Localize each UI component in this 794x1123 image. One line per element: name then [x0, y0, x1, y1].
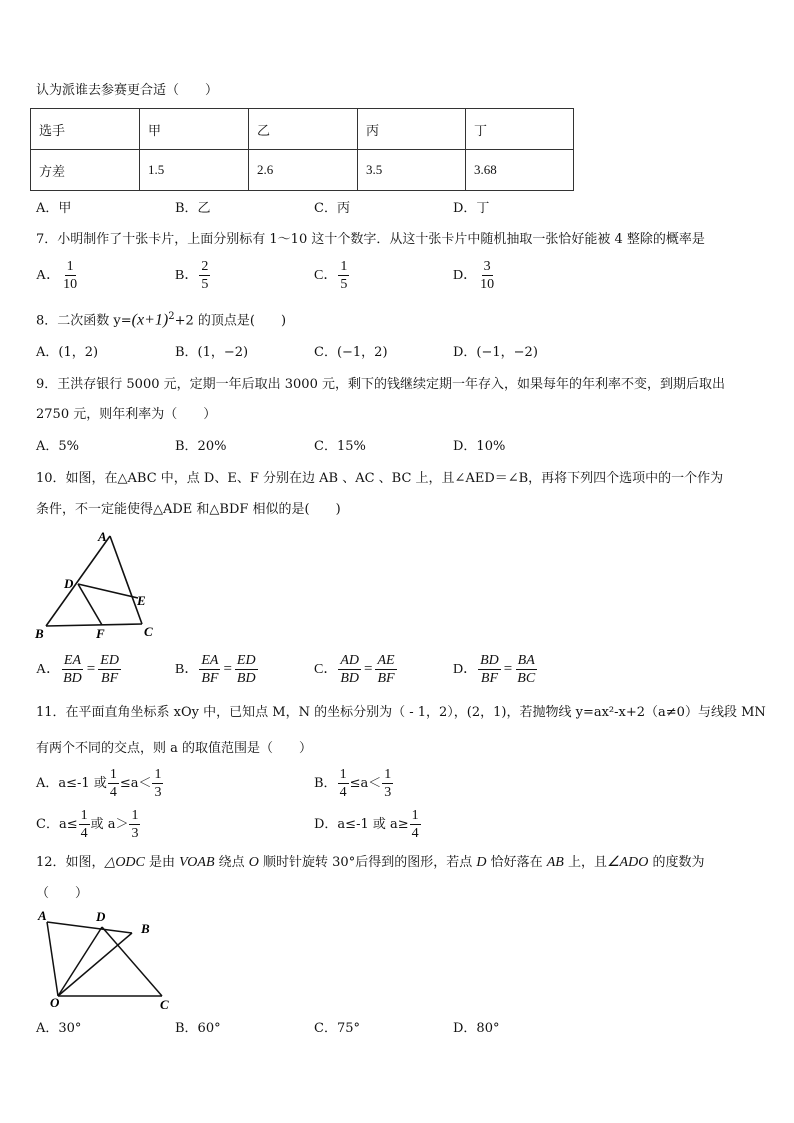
q6-option-c: C．丙 [314, 201, 350, 216]
denominator: BF [377, 671, 395, 686]
q8-option-a: A．(1，2) [36, 345, 99, 360]
q7-option-a [36, 258, 80, 293]
q12-text: 顺时针旋转 30°后得到的图形，若点 [258, 855, 477, 870]
numerator: BD [480, 653, 499, 668]
denominator: BD [236, 671, 256, 686]
option-prefix: C．a≤ [36, 817, 78, 832]
q9-option-b: B．20% [175, 439, 227, 454]
option-prefix: B． [314, 776, 337, 791]
denominator: BF [201, 671, 219, 686]
q8-option-b: B．(1，−2) [175, 345, 249, 360]
vertex-label-o: O [50, 995, 60, 1010]
q10-line1: 10．如图，在△ABC 中，点 D、E、F 分别在边 AB 、AC 、BC 上，且∠AED＝∠B，再将下列四个选项中的一个作为 [36, 471, 724, 486]
q8-stem-after: +2 的顶点是( ) [174, 313, 287, 329]
numerator: AD [340, 653, 360, 668]
fraction [98, 652, 121, 687]
fraction [410, 807, 421, 842]
vertex-label-d: D [96, 909, 106, 924]
denominator: BC [517, 671, 536, 686]
q12-option-b: B．60° [175, 1021, 221, 1036]
vertex-label-e: E [137, 593, 146, 608]
q6-option-d: D．丁 [453, 201, 490, 216]
fraction [152, 766, 163, 801]
table-cell: 1.5 [140, 150, 249, 191]
numerator: ED [100, 653, 119, 668]
option-middle: 或 a＞ [90, 817, 129, 832]
vertex-label-c: C [144, 624, 153, 639]
numerator: 1 [411, 808, 419, 823]
numerator: AE [377, 653, 395, 668]
fraction [108, 766, 119, 801]
numerator: 1 [131, 808, 139, 823]
vertex-label-b: B [141, 921, 150, 936]
numerator: BA [517, 653, 535, 668]
option-label: D． [453, 268, 478, 283]
option-label: D． [453, 662, 478, 677]
q11-option-c [36, 807, 141, 842]
q8-stem-before: 8．二次函数 y= [36, 313, 132, 329]
denominator: 4 [109, 785, 117, 800]
fraction [79, 807, 90, 842]
q12-math: △ODC [104, 855, 145, 870]
option-label: B． [175, 662, 199, 677]
q12-text: 12．如图， [36, 855, 105, 870]
table-row [31, 150, 574, 191]
table-cell: 3.68 [466, 150, 574, 191]
fraction [338, 652, 361, 687]
q7-option-c [314, 258, 350, 293]
q12-math: ∠ADO [606, 855, 649, 870]
denominator: BD [340, 671, 360, 686]
equals-sign: = [223, 661, 232, 677]
fraction [129, 807, 140, 842]
q12-option-a: A．30° [36, 1021, 82, 1036]
q9-line1: 9．王洪存银行 5000 元，定期一年后取出 3000 元，剩下的钱继续定期一年存入，如果每年的年利率不变，到期后取出 [36, 377, 725, 392]
option-middle: ≤a＜ [119, 776, 152, 791]
table-cell: 2.6 [249, 150, 358, 191]
option-middle: ≤a＜ [349, 776, 382, 791]
fraction [338, 766, 349, 801]
rotation-figure-q12 [32, 905, 182, 1015]
q10-line2: 条件，不一定能使得△ADE 和△BDF 相似的是( ) [36, 502, 341, 517]
q8-option-d: D．(−1，−2) [453, 345, 538, 360]
denominator: 10 [63, 277, 78, 292]
variance-table [30, 108, 574, 191]
fraction [61, 652, 84, 687]
table-cell: 3.5 [358, 150, 466, 191]
table-cell: 丁 [466, 109, 574, 150]
q12-math: AB [546, 855, 564, 870]
fraction [338, 258, 349, 293]
numerator: 1 [66, 259, 74, 274]
q11-option-b [314, 766, 394, 801]
q10-option-d [453, 652, 538, 687]
option-label: C． [314, 662, 338, 677]
q12-text: 绕点 [214, 855, 249, 870]
numerator: 1 [339, 767, 347, 782]
q6-option-b: B．乙 [175, 201, 211, 216]
table-cell: 选手 [31, 109, 140, 150]
q11-line1: 11．在平面直角坐标系 xOy 中，已知点 M，N 的坐标分别为（ - 1，2），(2，1)，若抛物线 y=ax²-x+2（a≠0）与线段 MN [36, 705, 766, 720]
q8-exponent: 2 [168, 311, 175, 322]
q12-text: 恰好落在 [486, 855, 547, 870]
numerator: 1 [384, 767, 392, 782]
q8-stem [36, 309, 286, 329]
q11-option-d [314, 807, 422, 842]
vertex-label-c: C [160, 997, 169, 1012]
fraction [199, 652, 220, 687]
fraction [478, 258, 496, 293]
q9-option-a: A．5% [36, 439, 80, 454]
numerator: EA [201, 653, 219, 668]
numerator: 1 [80, 808, 88, 823]
option-label: A． [36, 662, 61, 677]
q12-line1 [36, 855, 704, 871]
numerator: 1 [340, 259, 348, 274]
q9-option-d: D．10% [453, 439, 506, 454]
denominator: 10 [480, 277, 495, 292]
q6-option-a: A．甲 [36, 201, 72, 216]
option-label: A． [36, 268, 61, 283]
q12-line2: （ ） [36, 886, 89, 901]
q7-stem: 7．小明制作了十张卡片，上面分别标有 1～10 这十个数字．从这十张卡片中随机抽取一张恰好能被 4 整除的概率是 [36, 232, 705, 247]
option-label: B． [175, 268, 199, 283]
denominator: 4 [339, 785, 347, 800]
fraction [382, 766, 393, 801]
q12-text: 是由 [144, 855, 180, 870]
q7-option-b [175, 258, 211, 293]
denominator: 5 [201, 277, 209, 292]
table-cell: 方差 [31, 150, 140, 191]
table-cell: 甲 [140, 109, 249, 150]
denominator: BD [63, 671, 82, 686]
fraction [235, 652, 258, 687]
vertex-label-f: F [96, 626, 105, 641]
table-row [31, 109, 574, 150]
q11-option-a [36, 766, 164, 801]
denominator: 4 [80, 826, 88, 841]
numerator: 1 [154, 767, 162, 782]
q10-option-b [175, 652, 259, 687]
option-prefix: D．a≤-1 或 a≥ [314, 817, 409, 832]
table-cell: 丙 [358, 109, 466, 150]
equals-sign: = [364, 661, 373, 677]
q9-line2: 2750 元，则年利率为（ ） [36, 407, 217, 422]
q10-option-a [36, 652, 122, 687]
q10-option-c [314, 652, 398, 687]
numerator: 1 [109, 767, 117, 782]
vertex-label-d: D [64, 576, 74, 591]
q12-text: 的度数为 [648, 855, 705, 870]
triangle-figure-q10 [30, 528, 170, 643]
q11-line2: 有两个不同的交点，则 a 的取值范围是（ ） [36, 741, 313, 756]
q9-option-c: C．15% [314, 439, 366, 454]
denominator: 5 [340, 277, 348, 292]
fraction [375, 652, 396, 687]
q12-option-c: C．75° [314, 1021, 360, 1036]
q7-option-d [453, 258, 497, 293]
q6-stem: 认为派谁去参赛更合适（ ） [36, 83, 219, 98]
option-prefix: A．a≤-1 或 [36, 776, 107, 791]
fraction [61, 258, 79, 293]
q8-option-c: C．(−1，2) [314, 345, 388, 360]
denominator: 4 [411, 826, 419, 841]
option-label: C． [314, 268, 338, 283]
denominator: BF [101, 671, 119, 686]
vertex-label-a: A [38, 908, 47, 923]
q12-math: O [248, 855, 259, 870]
table-cell: 乙 [249, 109, 358, 150]
q12-math: VOAB [179, 855, 215, 870]
denominator: 3 [384, 785, 392, 800]
q12-math: D [476, 855, 487, 870]
denominator: BF [480, 671, 499, 686]
q12-option-d: D．80° [453, 1021, 500, 1036]
q8-expression: (x+1) [131, 311, 169, 329]
denominator: 3 [154, 785, 162, 800]
numerator: 3 [483, 259, 491, 274]
fraction [199, 258, 210, 293]
equals-sign: = [86, 661, 96, 677]
numerator: EA [63, 653, 82, 668]
q12-text: 上，且 [563, 855, 607, 870]
vertex-label-a: A [98, 529, 107, 544]
fraction [515, 652, 537, 687]
denominator: 3 [131, 826, 139, 841]
vertex-label-b: B [35, 626, 44, 641]
numerator: 2 [201, 259, 209, 274]
numerator: ED [236, 653, 256, 668]
fraction [478, 652, 501, 687]
equals-sign: = [503, 661, 513, 677]
